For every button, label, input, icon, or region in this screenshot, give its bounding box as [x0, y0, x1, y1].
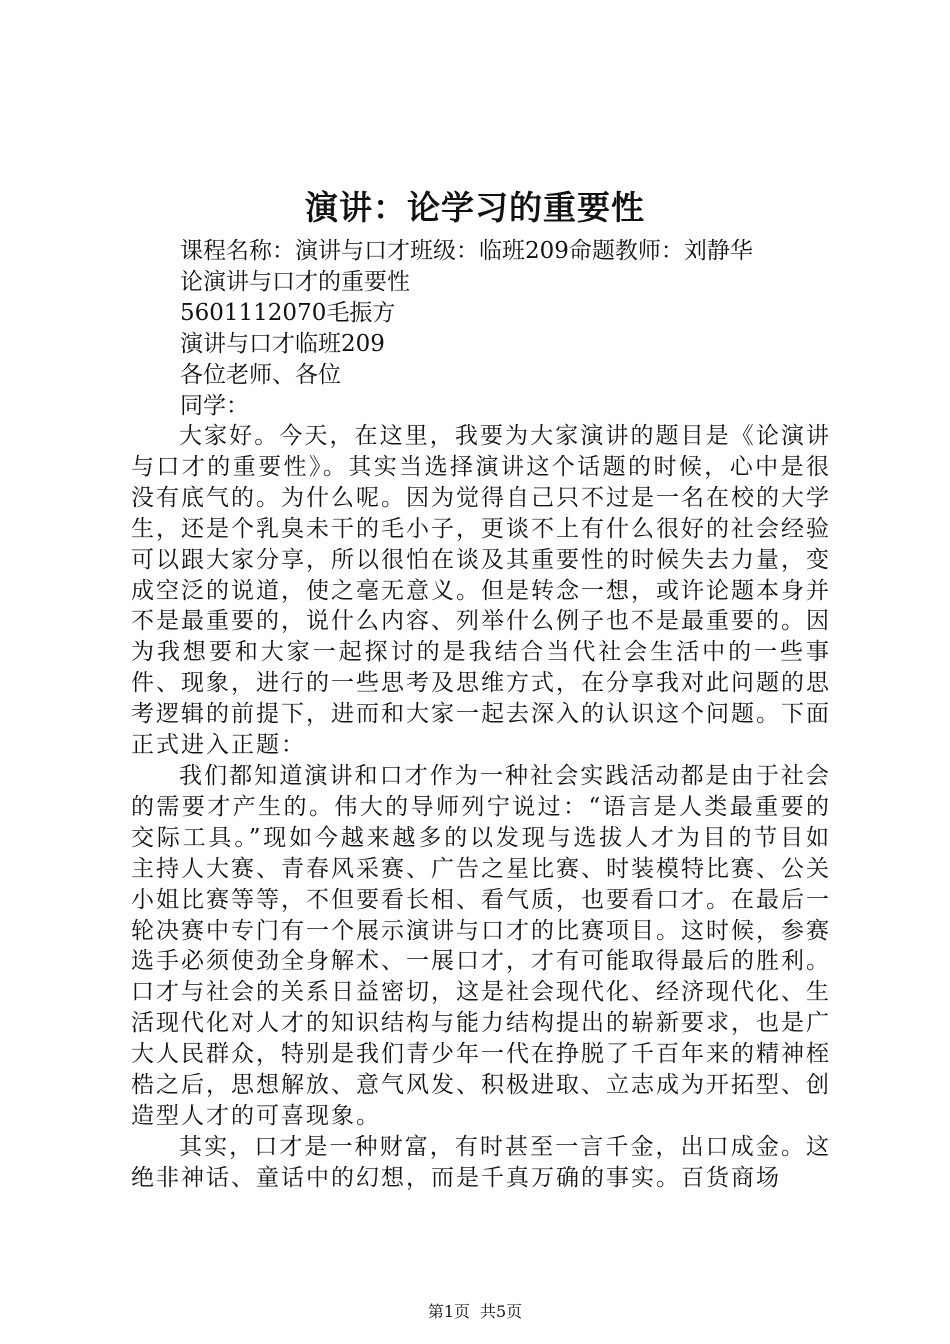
body-paragraph: 其实，口才是一种财富，有时甚至一言千金，出口成金。这绝非神话、童话中的幻想，而是千真万确的事实。百货商场	[131, 1133, 831, 1191]
header-course-line: 课程名称：演讲与口才班级：临班209命题教师：刘静华	[180, 238, 753, 264]
page-total: 共5页	[480, 1302, 523, 1321]
body-paragraph: 大家好。今天，在这里，我要为大家演讲的题目是《论演讲与口才的重要性》。其实当选择演讲这个话题的时候，心中是很没有底气的。为什么呢。因为觉得自己只不过是一名在校的大学生，还是个乳臭未干的毛小子，更谈不上有什么很好的社会经验可以跟大家分享，所以很怕在谈及其重要性的时候失去力量，变成空泛的说道，使之毫无意义。但是转念一想，或许论题本身并不是最重要的，说什么内容、列举什么例子也不是最重要的。因为我想要和大家一起探讨的是我结合当代社会生活中的一些事件、现象，进行的一些思考及思维方式，在分享我对此问题的思考逻辑的前提下，进而和大家一起去深入的认识这个问题。下面正式进入正题：	[131, 423, 831, 759]
body-paragraph: 我们都知道演讲和口才作为一种社会实践活动都是由于社会的需要才产生的。伟大的导师列宁说过：“语言是人类最重要的交际工具。”现如今越来越多的以发现与选拔人才为目的节目如主持人大赛、青春风采赛、广告之星比赛、时装模特比赛、公关小姐比赛等等，不但要看长相、看气质，也要看口才。在最后一轮决赛中专门有一个展示演讲与口才的比赛项目。这时候，参赛选手必须使劲全身解术、一展口才，才有可能取得最后的胜利。口才与社会的关系日益密切，这是社会现代化、经济现代化、生活现代化对人才的知识结构与能力结构提出的崭新要求，也是广大人民群众，特别是我们青少年一代在挣脱了千百年来的精神桎梏之后，思想解放、意气风发、积极进取、立志成为开拓型、创造型人才的可喜现象。	[131, 762, 831, 1129]
header-student-line: 5601112070毛振方	[180, 300, 396, 326]
header-topic-line: 论演讲与口才的重要性	[180, 269, 410, 295]
header-greeting-line: 各位老师、各位	[180, 362, 341, 388]
document-body	[131, 421, 831, 1194]
header-class-line: 演讲与口才临班209	[180, 331, 385, 357]
header-block	[180, 236, 900, 422]
document-title: 演讲：论学习的重要性	[305, 188, 645, 227]
header-greeting-line-2: 同学：	[180, 393, 249, 419]
page-footer	[0, 1301, 950, 1323]
page-number: 第1页	[427, 1302, 470, 1321]
